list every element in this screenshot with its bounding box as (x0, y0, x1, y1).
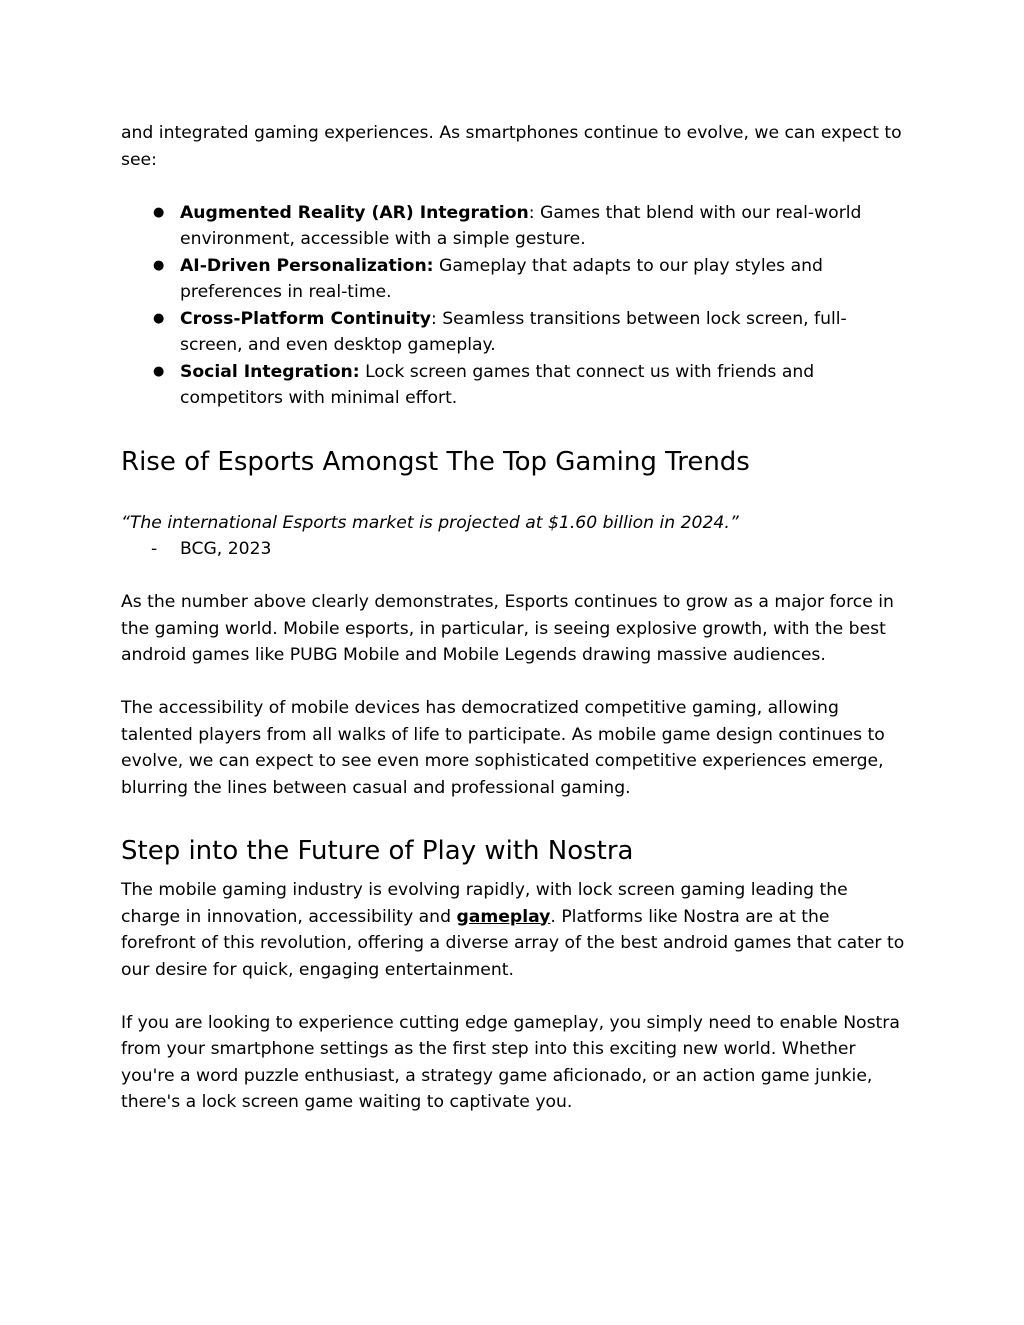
nostra-paragraph-1-start: The mobile gaming industry is evolving rapidly, with lock screen gaming leading the charge in innovation, accessibility and (121, 880, 848, 927)
bullet-icon: ● (153, 204, 165, 220)
quote-attribution (121, 536, 906, 563)
nostra-paragraph-2: If you are looking to experience cutting edge gameplay, you simply need to enable Nostra from your smartphone settings as the first step into this exciting new world. Whether you're a word puzzle enthusiast, a strategy game aficionado, or an action game junkie, there's a lock screen game waiting to captivate you. (121, 1012, 900, 1112)
bullet-text: Lock screen games that connect us with friends and competitors with minimal effort. (180, 361, 815, 408)
list-item (121, 306, 906, 359)
trends-bullet-list (121, 200, 906, 412)
bullet-separator: : (431, 308, 437, 329)
esports-quote: “The international Esports market is projected at $1.60 billion in 2024.” (121, 512, 739, 533)
attribution-text: BCG, 2023 (180, 539, 272, 559)
intro-paragraph: and integrated gaming experiences. As smartphones continue to evolve, we can expect to see: (121, 123, 902, 170)
bullet-title: Cross-Platform Continuity (180, 308, 431, 329)
bullet-text: Games that blend with our real-world environment, accessible with a simple gesture. (180, 202, 862, 249)
nostra-paragraph-1 (121, 877, 906, 983)
esports-heading: Rise of Esports Amongst The Top Gaming Trends (121, 446, 750, 477)
bullet-title: Augmented Reality (AR) Integration (180, 202, 529, 223)
list-item (121, 253, 906, 306)
bullet-icon: ● (153, 257, 165, 273)
nostra-heading: Step into the Future of Play with Nostra (121, 836, 634, 866)
esports-paragraph-2: The accessibility of mobile devices has democratized competitive gaming, allowing talented players from all walks of life to participate. As mobile game design continues to evolve, we can expect to see even more sophisticated competitive experiences emerge, blurring the lines between casual and professional gaming. (121, 698, 885, 798)
list-item (121, 200, 906, 253)
bullet-icon: ● (153, 363, 165, 379)
bullet-text: Seamless transitions between lock screen, full-screen, and even desktop gameplay. (180, 308, 847, 355)
nostra-paragraph-1-end: . Platforms like Nostra are at the forefront of this revolution, offering a diverse array of the best android games that cater to our desire for quick, engaging entertainment. (121, 906, 905, 980)
list-item (121, 359, 906, 412)
bullet-title: AI-Driven Personalization: (180, 255, 434, 276)
bullet-text: Gameplay that adapts to our play styles and preferences in real-time. (180, 255, 823, 302)
esports-paragraph-1: As the number above clearly demonstrates, Esports continues to grow as a major force in the gaming world. Mobile esports, in particular, is seeing explosive growth, with the best android games like PUBG Mobile and Mobile Legends drawing massive audiences. (121, 592, 894, 665)
bullet-icon: ● (153, 310, 165, 326)
bullet-separator: : (528, 202, 535, 223)
bullet-title: Social Integration: (180, 361, 360, 382)
dash-icon: - (151, 539, 158, 559)
document-content (121, 120, 906, 1116)
gameplay-link[interactable]: gameplay (456, 906, 551, 927)
